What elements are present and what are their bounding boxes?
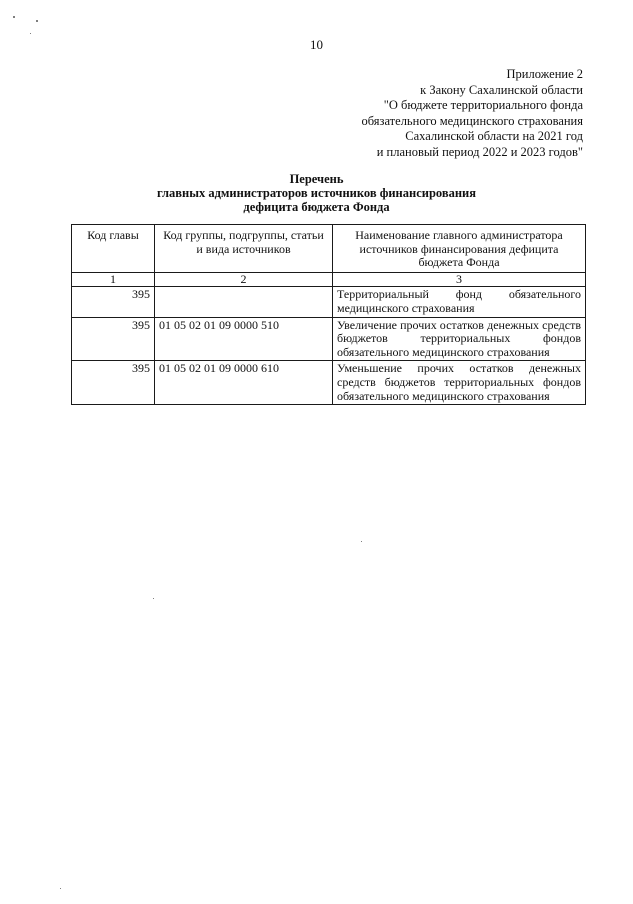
appendix-line: Сахалинской области на 2021 год	[405, 129, 583, 144]
scan-speck	[30, 33, 31, 34]
document-title	[0, 172, 633, 215]
column-number: 3	[333, 272, 586, 287]
title-line: Перечень	[289, 172, 344, 186]
scan-speck	[13, 16, 15, 18]
admin-name-cell: Увеличение прочих остатков денежных средств бюджетов территориальных фондов обязательного медицинского страхования	[333, 317, 586, 361]
chapter-code-cell: 395	[72, 361, 155, 405]
title-line: дефицита бюджета Фонда	[243, 200, 390, 215]
column-number: 1	[72, 272, 155, 287]
column-numbering-row	[72, 272, 586, 287]
admin-name-cell: Территориальный фонд обязательного медицинского страхования	[333, 287, 586, 317]
scan-speck	[361, 541, 362, 542]
appendix-line: Приложение 2	[506, 67, 583, 81]
header-source-code: Код группы, подгруппы, статьи и вида источников	[155, 225, 333, 273]
page-number: 10	[310, 37, 323, 52]
administrators-table	[71, 224, 586, 405]
column-number: 2	[155, 272, 333, 287]
header-admin-name: Наименование главного администратора источников финансирования дефицита бюджета Фонда	[333, 225, 586, 273]
appendix-line: обязательного медицинского страхования	[361, 113, 583, 128]
chapter-code-cell: 395	[72, 287, 155, 317]
source-code-cell	[155, 287, 333, 317]
title-line: главных администраторов источников финансирования	[156, 186, 477, 201]
appendix-block	[361, 67, 583, 161]
appendix-line: к Закону Сахалинской области	[420, 82, 583, 97]
appendix-line: и плановый период 2022 и 2023 годов"	[376, 144, 583, 159]
table-row	[72, 287, 586, 317]
scan-speck	[60, 888, 61, 889]
admin-name-cell: Уменьшение прочих остатков денежных средств бюджетов территориальных фондов обязательного медицинского страхования	[333, 361, 586, 405]
scan-speck	[153, 598, 154, 599]
table-header-row	[72, 225, 586, 273]
appendix-line: "О бюджете территориального фонда	[383, 98, 583, 113]
source-code-cell: 01 05 02 01 09 0000 610	[155, 361, 333, 405]
table-row	[72, 317, 586, 361]
scan-speck	[36, 20, 38, 22]
table-row	[72, 361, 586, 405]
chapter-code-cell: 395	[72, 317, 155, 361]
source-code-cell: 01 05 02 01 09 0000 510	[155, 317, 333, 361]
header-chapter-code: Код главы	[72, 225, 155, 273]
